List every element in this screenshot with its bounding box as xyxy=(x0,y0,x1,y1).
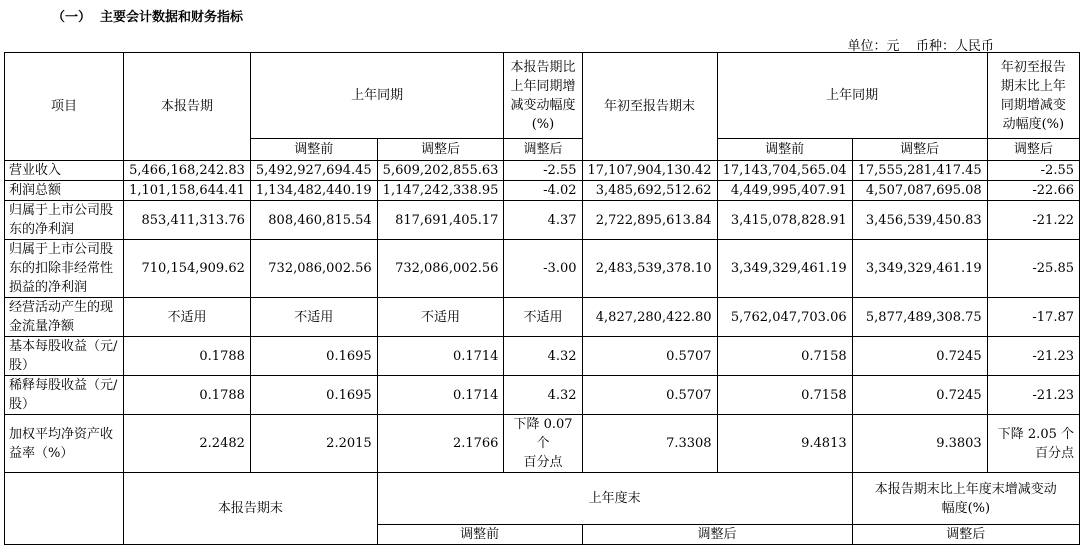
subheader-after-adjustment: 调整后 xyxy=(377,139,504,161)
header-change-ytd-line: 期末比上年 xyxy=(1000,78,1066,94)
row-label xyxy=(5,376,124,415)
header-prior-same-period: 上年同期 xyxy=(250,53,504,139)
value-period-change: 4.32 xyxy=(504,376,582,415)
table-row xyxy=(5,240,1080,298)
value-current-period: 0.1788 xyxy=(124,337,251,376)
table-row xyxy=(5,201,1080,240)
row-label-line: 基本每股收益（元/ xyxy=(9,339,118,354)
value-prior-after-adjustment: 2.1766 xyxy=(377,415,504,473)
value-prior-ytd-before-adjustment: 0.7158 xyxy=(717,337,852,376)
row-label-line: 经营活动产生的现 xyxy=(9,300,114,315)
value-current-period: 853,411,313.76 xyxy=(124,201,251,240)
table-row xyxy=(5,298,1080,337)
header-row xyxy=(5,53,1080,139)
value-current-period: 不适用 xyxy=(124,298,251,337)
subheader-after-adjustment: 调整后 xyxy=(504,139,582,161)
table-row xyxy=(5,415,1080,473)
value-current-period: 5,466,168,242.83 xyxy=(124,161,251,181)
value-prior-after-adjustment: 5,609,202,855.63 xyxy=(377,161,504,181)
row-label xyxy=(5,337,124,376)
header-change-period-line: 减变动幅度 xyxy=(510,97,576,113)
value-prior-before-adjustment: 1,134,482,440.19 xyxy=(250,181,377,201)
header-change-period xyxy=(504,53,582,139)
row-label-line: 益率（%） xyxy=(9,445,74,461)
row-label xyxy=(5,298,124,337)
header-change-ytd-line: 动幅度(%) xyxy=(1002,116,1065,132)
value-prior-before-adjustment: 2.2015 xyxy=(250,415,377,473)
row-label-line: 东的净利润 xyxy=(9,222,75,237)
value-ytd-change: -22.66 xyxy=(987,181,1079,201)
value-prior-after-adjustment: 不适用 xyxy=(377,298,504,337)
value-prior-ytd-before-adjustment: 9.4813 xyxy=(717,415,852,473)
row-label-line: 归属于上市公司股 xyxy=(9,242,114,257)
value-period-change: -4.02 xyxy=(504,181,582,201)
row-label xyxy=(5,240,124,298)
header-change-ytd xyxy=(987,53,1079,139)
value-prior-ytd-after-adjustment: 5,877,489,308.75 xyxy=(852,298,987,337)
subheader-after-adjustment: 调整后 xyxy=(852,139,987,161)
row-label-line: 损益的净利润 xyxy=(9,280,88,295)
value-ytd-change: -2.55 xyxy=(987,161,1079,181)
value-prior-ytd-before-adjustment: 3,415,078,828.91 xyxy=(717,201,852,240)
bottom-change xyxy=(852,473,1079,525)
value-ytd-change: -17.87 xyxy=(987,298,1079,337)
header-change-period-line: (%) xyxy=(531,116,555,132)
bottom-change-line: 本报告期末比上年度末增减变动 xyxy=(874,481,1057,497)
row-label-line: 东的扣除非经常性 xyxy=(9,261,114,276)
value-prior-ytd-after-adjustment: 0.7245 xyxy=(852,337,987,376)
value-ytd: 17,107,904,130.42 xyxy=(582,161,717,181)
value-period-change: -3.00 xyxy=(504,240,582,298)
value-ytd: 2,483,539,378.10 xyxy=(582,240,717,298)
value-period-change-line: 下降 0.07 个 xyxy=(513,417,573,451)
value-prior-before-adjustment: 732,086,002.56 xyxy=(250,240,377,298)
row-label-line: 稀释每股收益（元/ xyxy=(9,378,118,393)
table-row xyxy=(5,337,1080,376)
row-label-line: 股） xyxy=(9,397,36,412)
row-label-line: 加权平均净资产收 xyxy=(9,426,114,442)
row-label: 利润总额 xyxy=(5,181,124,201)
value-ytd-change: -25.85 xyxy=(987,240,1079,298)
value-ytd-change: -21.23 xyxy=(987,376,1079,415)
value-prior-before-adjustment: 5,492,927,694.45 xyxy=(250,161,377,181)
value-prior-before-adjustment: 不适用 xyxy=(250,298,377,337)
value-ytd-change-line: 下降 2.05 个 xyxy=(997,426,1074,442)
value-prior-before-adjustment: 0.1695 xyxy=(250,376,377,415)
subheader-before-adjustment: 调整前 xyxy=(250,139,377,161)
financial-indicators-table xyxy=(4,52,1080,545)
value-prior-ytd-after-adjustment: 3,349,329,461.19 xyxy=(852,240,987,298)
value-prior-before-adjustment: 0.1695 xyxy=(250,337,377,376)
value-prior-ytd-before-adjustment: 5,762,047,703.06 xyxy=(717,298,852,337)
value-prior-ytd-after-adjustment: 17,555,281,417.45 xyxy=(852,161,987,181)
value-ytd-change xyxy=(987,415,1079,473)
table-row xyxy=(5,376,1080,415)
row-label xyxy=(5,201,124,240)
header-change-ytd-line: 年初至报告 xyxy=(1000,59,1066,75)
value-ytd-change-line: 百分点 xyxy=(1034,445,1074,461)
header-ytd: 年初至报告期末 xyxy=(582,53,717,161)
bottom-prior-year-end: 上年度末 xyxy=(377,473,852,525)
unit-currency-note: 单位：元 币种：人民币 xyxy=(847,39,994,54)
value-prior-ytd-after-adjustment: 0.7245 xyxy=(852,376,987,415)
bottom-blank-cell xyxy=(5,473,124,545)
value-prior-ytd-before-adjustment: 17,143,704,565.04 xyxy=(717,161,852,181)
value-period-change xyxy=(504,415,582,473)
value-ytd: 4,827,280,422.80 xyxy=(582,298,717,337)
value-period-change: 4.37 xyxy=(504,201,582,240)
header-item: 项目 xyxy=(5,53,124,161)
row-label-line: 金流量净额 xyxy=(9,319,75,334)
value-prior-ytd-before-adjustment: 0.7158 xyxy=(717,376,852,415)
bottom-change-line: 幅度(%) xyxy=(941,500,991,516)
section-title: （一） 主要会计数据和财务指标 xyxy=(52,10,244,25)
subheader-after-adjustment: 调整后 xyxy=(987,139,1079,161)
value-prior-ytd-after-adjustment: 9.3803 xyxy=(852,415,987,473)
value-ytd-change: -21.22 xyxy=(987,201,1079,240)
row-label-line: 股） xyxy=(9,358,36,373)
value-prior-after-adjustment: 817,691,405.17 xyxy=(377,201,504,240)
bottom-before-adjustment: 调整前 xyxy=(377,525,582,545)
subheader-before-adjustment: 调整前 xyxy=(717,139,852,161)
value-period-change: 不适用 xyxy=(504,298,582,337)
value-prior-ytd-after-adjustment: 3,456,539,450.83 xyxy=(852,201,987,240)
value-prior-after-adjustment: 732,086,002.56 xyxy=(377,240,504,298)
row-label-line: 归属于上市公司股 xyxy=(9,203,114,218)
value-ytd: 0.5707 xyxy=(582,376,717,415)
value-ytd: 2,722,895,613.84 xyxy=(582,201,717,240)
value-ytd: 7.3308 xyxy=(582,415,717,473)
row-label: 营业收入 xyxy=(5,161,124,181)
header-change-period-line: 本报告期比 xyxy=(510,59,576,75)
row-label xyxy=(5,415,124,473)
value-prior-after-adjustment: 0.1714 xyxy=(377,376,504,415)
bottom-after-adjustment: 调整后 xyxy=(582,525,852,545)
bottom-after-adjustment: 调整后 xyxy=(852,525,1079,545)
bottom-header-row xyxy=(5,473,1080,525)
header-change-period-line: 上年同期增 xyxy=(510,78,576,94)
value-prior-ytd-before-adjustment: 4,449,995,407.91 xyxy=(717,181,852,201)
table-row xyxy=(5,181,1080,201)
value-prior-after-adjustment: 1,147,242,338.95 xyxy=(377,181,504,201)
header-change-ytd-line: 同期增减变 xyxy=(1000,97,1066,113)
bottom-period-end: 本报告期末 xyxy=(124,473,378,545)
value-current-period: 2.2482 xyxy=(124,415,251,473)
table-row xyxy=(5,161,1080,181)
value-ytd: 3,485,692,512.62 xyxy=(582,181,717,201)
value-current-period: 0.1788 xyxy=(124,376,251,415)
value-prior-before-adjustment: 808,460,815.54 xyxy=(250,201,377,240)
header-prior-same-period-2: 上年同期 xyxy=(717,53,987,139)
value-current-period: 1,101,158,644.41 xyxy=(124,181,251,201)
value-prior-after-adjustment: 0.1714 xyxy=(377,337,504,376)
value-ytd: 0.5707 xyxy=(582,337,717,376)
value-ytd-change: -21.23 xyxy=(987,337,1079,376)
value-period-change-line: 百分点 xyxy=(523,455,563,470)
value-period-change: 4.32 xyxy=(504,337,582,376)
value-prior-ytd-after-adjustment: 4,507,087,695.08 xyxy=(852,181,987,201)
value-prior-ytd-before-adjustment: 3,349,329,461.19 xyxy=(717,240,852,298)
value-current-period: 710,154,909.62 xyxy=(124,240,251,298)
value-period-change: -2.55 xyxy=(504,161,582,181)
header-current-period: 本报告期 xyxy=(124,53,251,161)
